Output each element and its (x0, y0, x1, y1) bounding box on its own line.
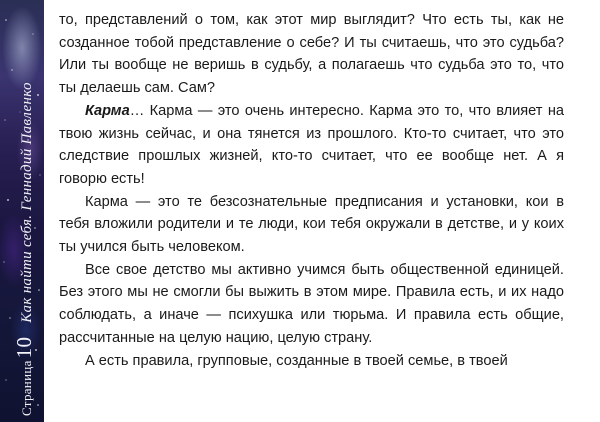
body-text (59, 9, 564, 372)
paragraph-text: … Карма — это очень интересно. Карма это то, что влияет на твою жизнь сейчас, и она тянется из прошлого. Кто-то считает, что это следствие прошлых жизней, кто-то считает, что ее вообще нет. А я говорю есть! (59, 102, 564, 187)
page-number: 10 (12, 336, 36, 359)
page-label: Страница (19, 360, 34, 416)
book-title: Как найти себя. Геннадий Павленко (19, 82, 35, 323)
paragraph-lead-word: Карма (85, 102, 130, 119)
sidebar-caption (12, 82, 37, 416)
paragraph: Карма — это те безсознательные предписания и установки, кои в тебя вложили родители и те люди, кои тебя окружали в детстве, и у коих ты учился быть человеком. (59, 193, 564, 256)
paragraph (59, 100, 564, 191)
sidebar-banner (0, 0, 44, 422)
paragraph: то, представлений о том, как этот мир выглядит? Что есть ты, как не созданное тобой представление о себе? И ты считаешь, что это судьба? Или ты вообще не веришь в судьбу, а полагаешь что судьба это то, что ты делаешь сам. Сам? (59, 12, 564, 97)
paragraph: Все свое детство мы активно учимся быть общественной единицей. Без этого мы не смогли бы выжить в этом мире. Правила есть, и их надо соблюдать, а иначе — психушка или тюрьма. И правила есть общие, рассчитанные на целую нацию, целую страну. (59, 261, 564, 346)
paragraph: А есть правила, групповые, созданные в твоей семье, в твоей (85, 352, 508, 369)
